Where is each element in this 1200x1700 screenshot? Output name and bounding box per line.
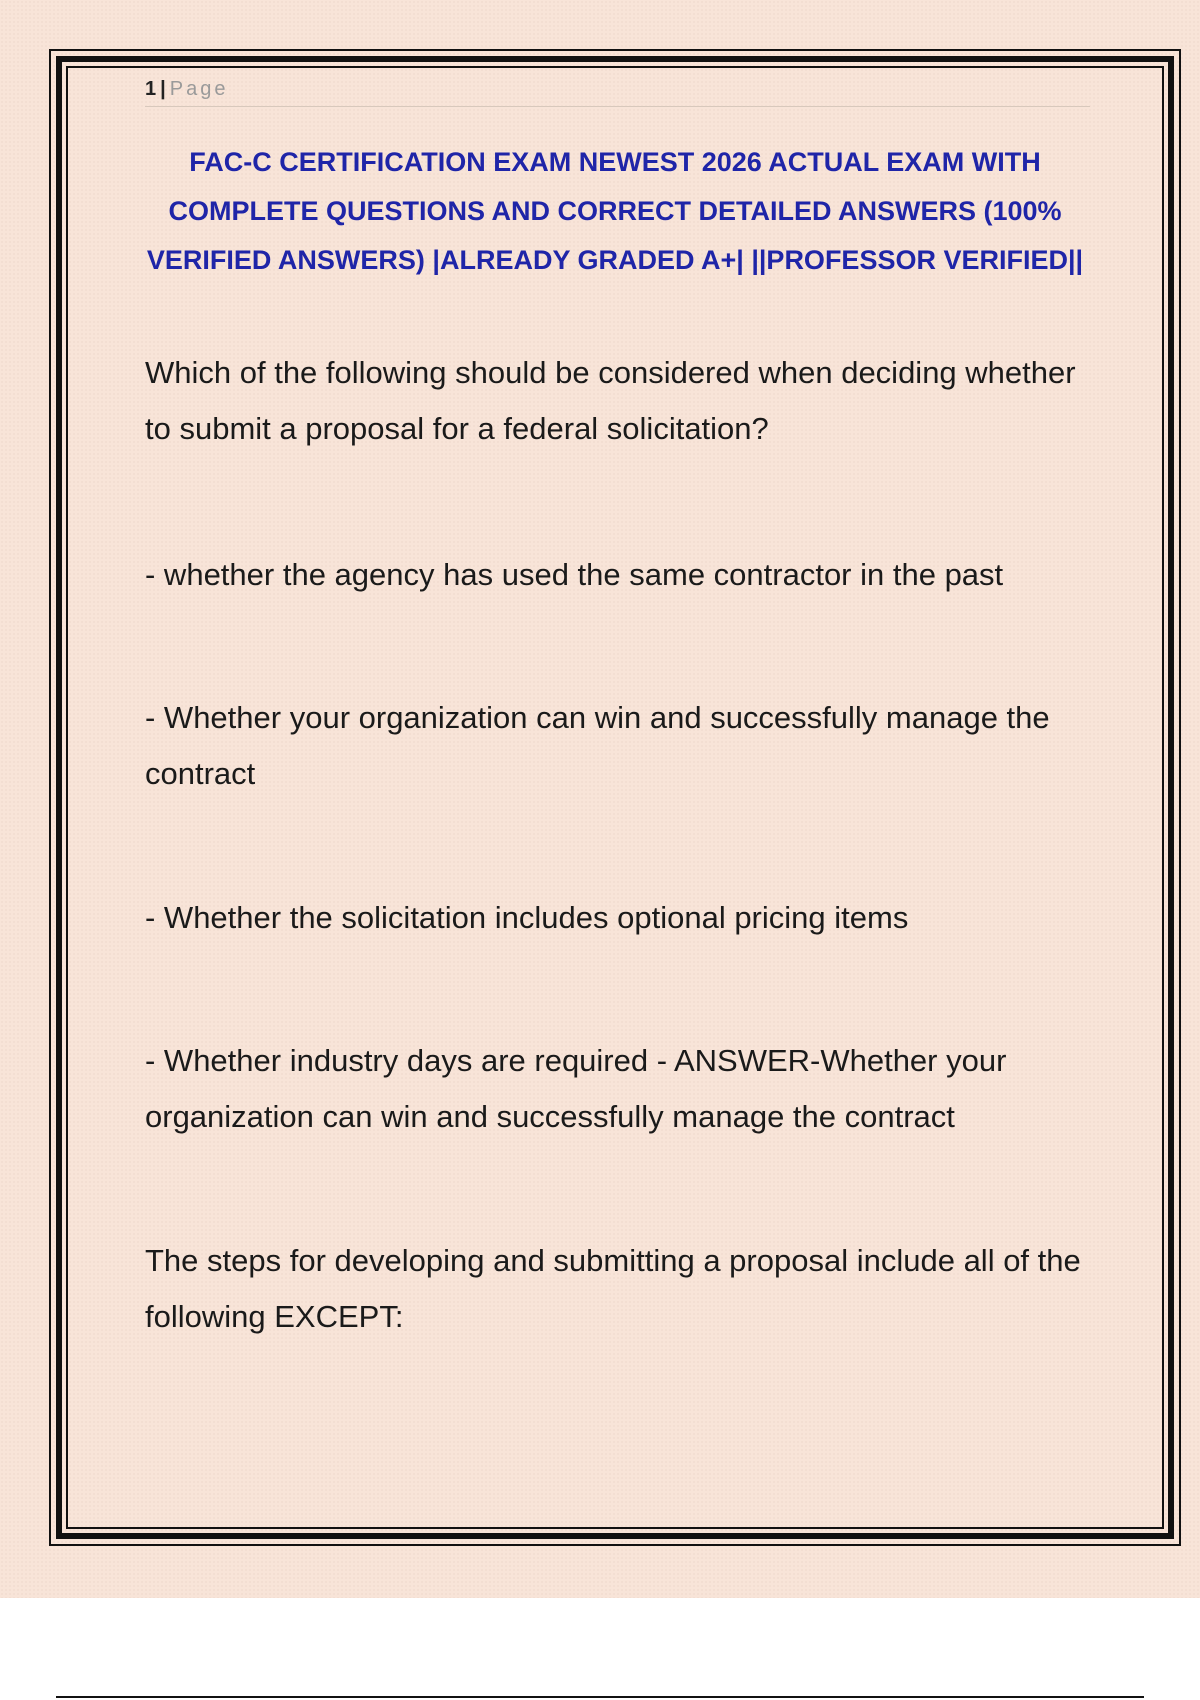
answer-option: - whether the agency has used the same contractor in the past — [145, 557, 1004, 592]
page-divider — [56, 1696, 1144, 1698]
question-text: Which of the following should be considered when deciding whether to submit a proposal for a federal solicitation? — [145, 355, 1076, 446]
answer-option: - Whether your organization can win and successfully manage the contract — [145, 700, 1050, 791]
answer-option: - Whether the solicitation includes optional pricing items — [145, 900, 909, 935]
page-label: Page — [169, 78, 229, 100]
document-title: FAC-C CERTIFICATION EXAM NEWEST 2026 ACTUAL EXAM WITH COMPLETE QUESTIONS AND CORRECT DETAILED ANSWERS (100% VERIFIED ANSWERS) |ALREADY GRADED A+| ||PROFESSOR VERIFIED|| — [146, 147, 1084, 275]
question-text: The steps for developing and submitting a proposal include all of the following EXCEPT: — [145, 1243, 1081, 1334]
answer-option-with-answer: - Whether industry days are required - ANSWER-Whether your organization can win and successfully manage the contract — [145, 1043, 1007, 1134]
page-number-separator: | — [160, 78, 166, 100]
page-number: 1 — [145, 78, 157, 100]
page-header — [145, 74, 1090, 107]
